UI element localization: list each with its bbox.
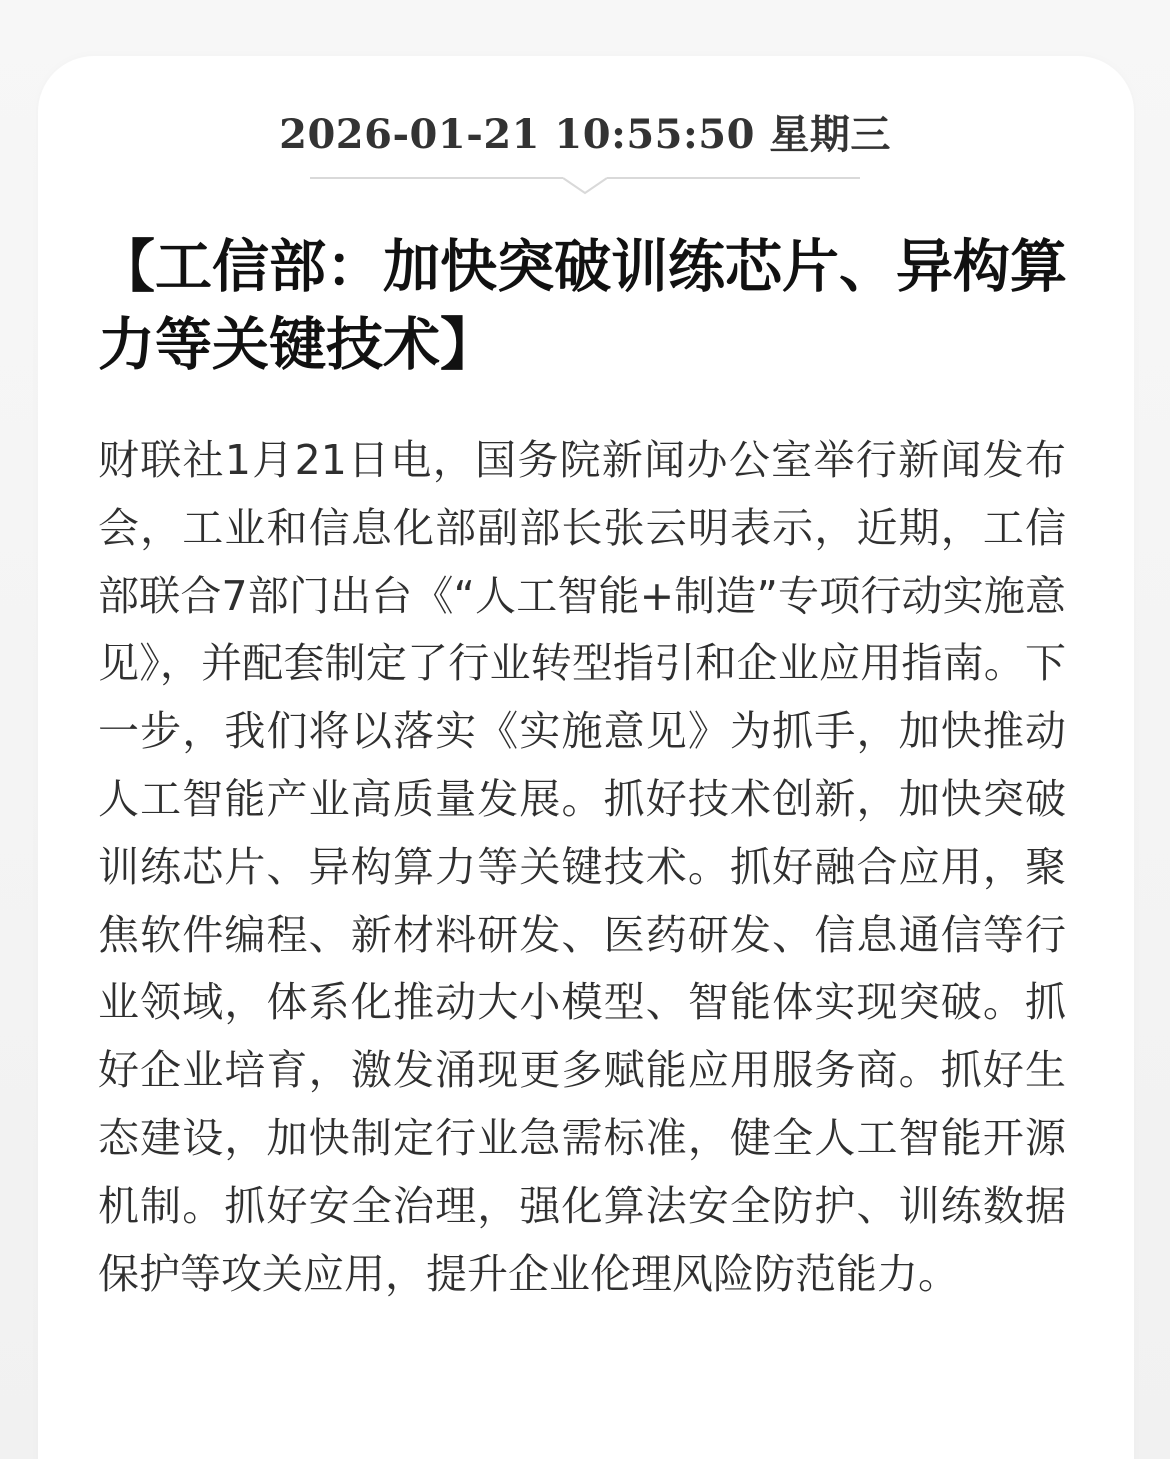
publish-datetime: 2026-01-21 10:55:50 星期三: [279, 111, 891, 158]
article-headline: 【工信部：加快突破训练芯片、异构算力等关键技术】: [98, 234, 1067, 378]
article-body: 财联社1月21日电，国务院新闻办公室举行新闻发布会，工业和信息化部副部长张云明表示，近期，工信部联合7部门出台《“人工智能+制造”专项行动实施意见》，并配套制定了行业转型指引和企业应用指南。下一步，我们将以落实《实施意见》为抓手，加快推动人工智能产业高质量发展。抓好技术创新，加快突破训练芯片、异构算力等关键技术。抓好融合应用，聚焦软件编程、新材料研发、医药研发、信息通信等行业领域，体系化推动大小模型、智能体实现突破。抓好企业培育，激发涌现更多赋能应用服务商。抓好生态建设，加快制定行业急需标准，健全人工智能开源机制。抓好安全治理，强化算法安全防护、训练数据保护等攻关应用，提升企业伦理风险防范能力。: [98, 436, 1066, 1298]
divider-notch-icon: [563, 177, 607, 195]
